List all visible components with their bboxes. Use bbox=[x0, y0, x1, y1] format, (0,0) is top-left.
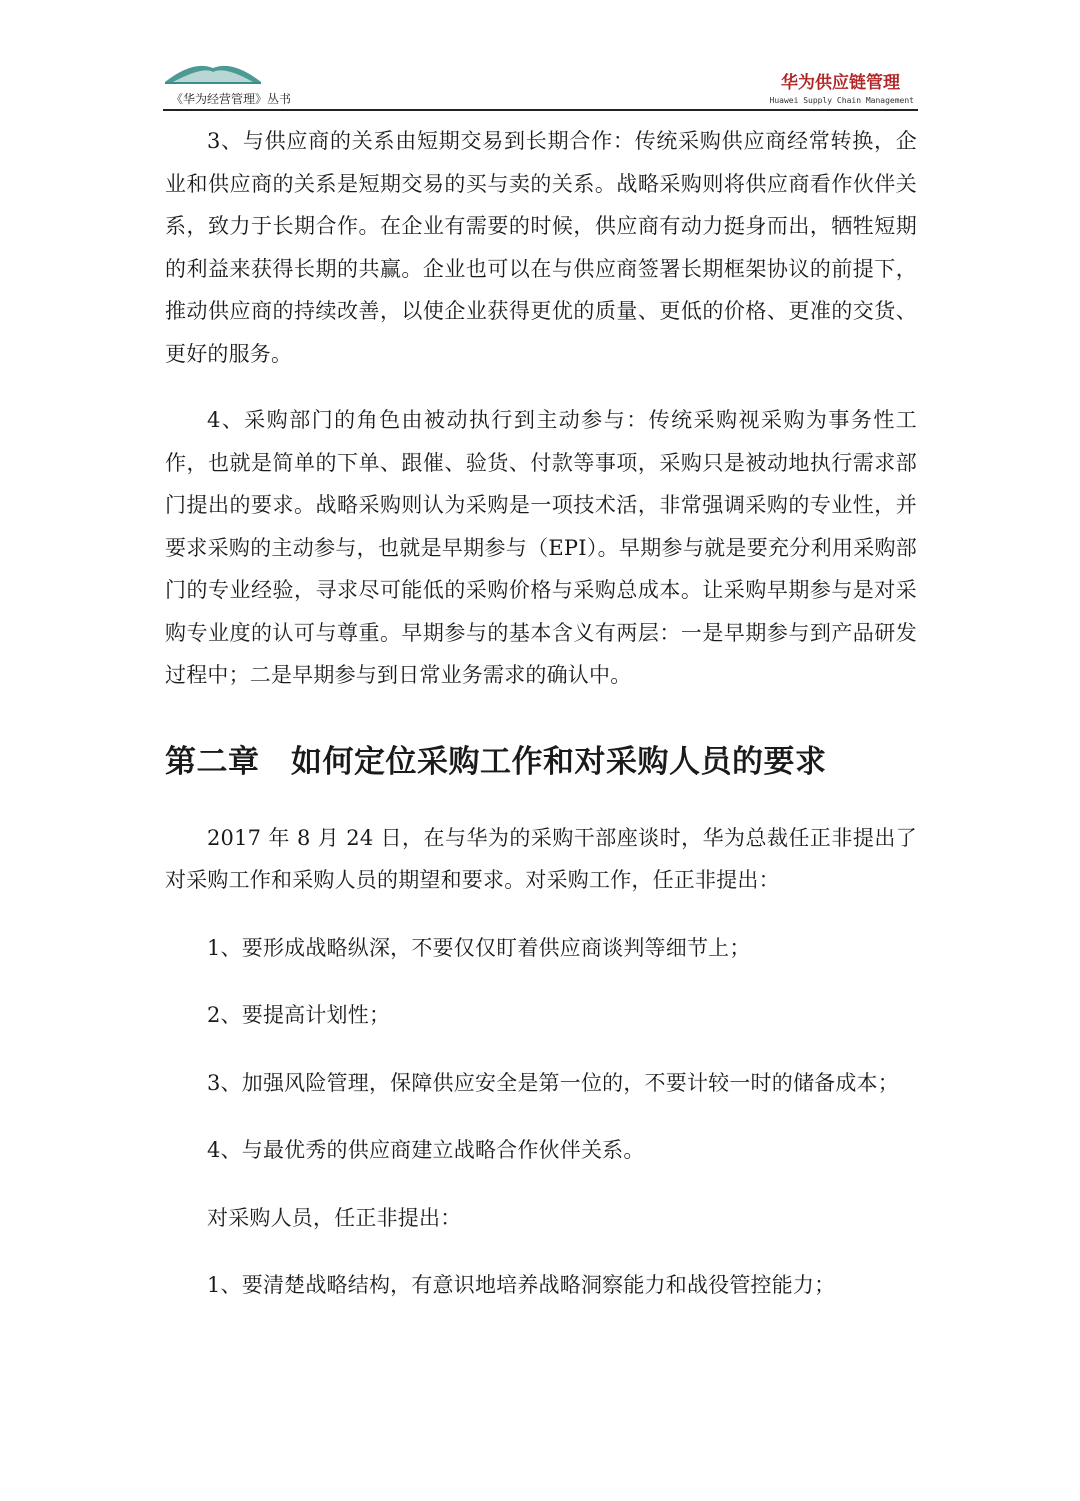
mountain-logo-icon bbox=[163, 62, 263, 88]
header-divider bbox=[163, 109, 918, 111]
paragraph-staff-intro: 对采购人员，任正非提出： bbox=[207, 1205, 462, 1230]
list-item: 1、要清楚战略结构，有意识地培养战略洞察能力和战役管控能力； bbox=[207, 1273, 836, 1297]
brand-title: 华为供应链管理 bbox=[781, 73, 900, 93]
page-header bbox=[163, 62, 918, 114]
list-item: 1、要形成战略纵深，不要仅仅盯着供应商谈判等细节上； bbox=[207, 935, 751, 960]
paragraph-intro: 2017 年 8 月 24 日，在与华为的采购干部座谈时，华为总裁任正非提出了对采购工作和采购人员的期望和要求。对采购工作，任正非提出： bbox=[165, 825, 917, 892]
brand-subtitle: Huawei Supply Chain Management bbox=[769, 96, 914, 105]
chapter-heading: 第二章 如何定位采购工作和对采购人员的要求 bbox=[165, 743, 827, 780]
list-item: 4、与最优秀的供应商建立战略合作伙伴关系。 bbox=[207, 1138, 645, 1162]
paragraph-supplier-relationship: 3、与供应商的关系由短期交易到长期合作：传统采购供应商经常转换，企业和供应商的关系是短期交易的买与卖的关系。战略采购则将供应商看作伙伴关系，致力于长期合作。在企业有需要的时候，供应商有动力挺身而出，牺牲短期的利益来获得长期的共赢。企业也可以在与供应商签署长期框架协议的前提下，推动供应商的持续改善，以使企业获得更优的质量、更低的价格、更准的交货、更好的服务。 bbox=[165, 129, 917, 366]
list-item: 2、要提高计划性； bbox=[207, 1003, 391, 1027]
page-body bbox=[165, 120, 917, 1307]
paragraph-purchasing-role: 4、采购部门的角色由被动执行到主动参与：传统采购视采购为事务性工作，也就是简单的下单、跟催、验货、付款等事项，采购只是被动地执行需求部门提出的要求。战略采购则认为采购是一项技术活，非常强调采购的专业性，并要求采购的主动参与，也就是早期参与（EPI）。早期参与就是要充分利用采购部门的专业经验，寻求尽可能低的采购价格与采购总成本。让采购早期参与是对采购专业度的认可与尊重。早期参与的基本含义有两层：一是早期参与到产品研发过程中；二是早期参与到日常业务需求的确认中。 bbox=[165, 408, 917, 687]
series-name: 《华为经营管理》丛书 bbox=[171, 92, 292, 106]
list-item: 3、加强风险管理，保障供应安全是第一位的，不要计较一时的储备成本； bbox=[207, 1070, 899, 1095]
